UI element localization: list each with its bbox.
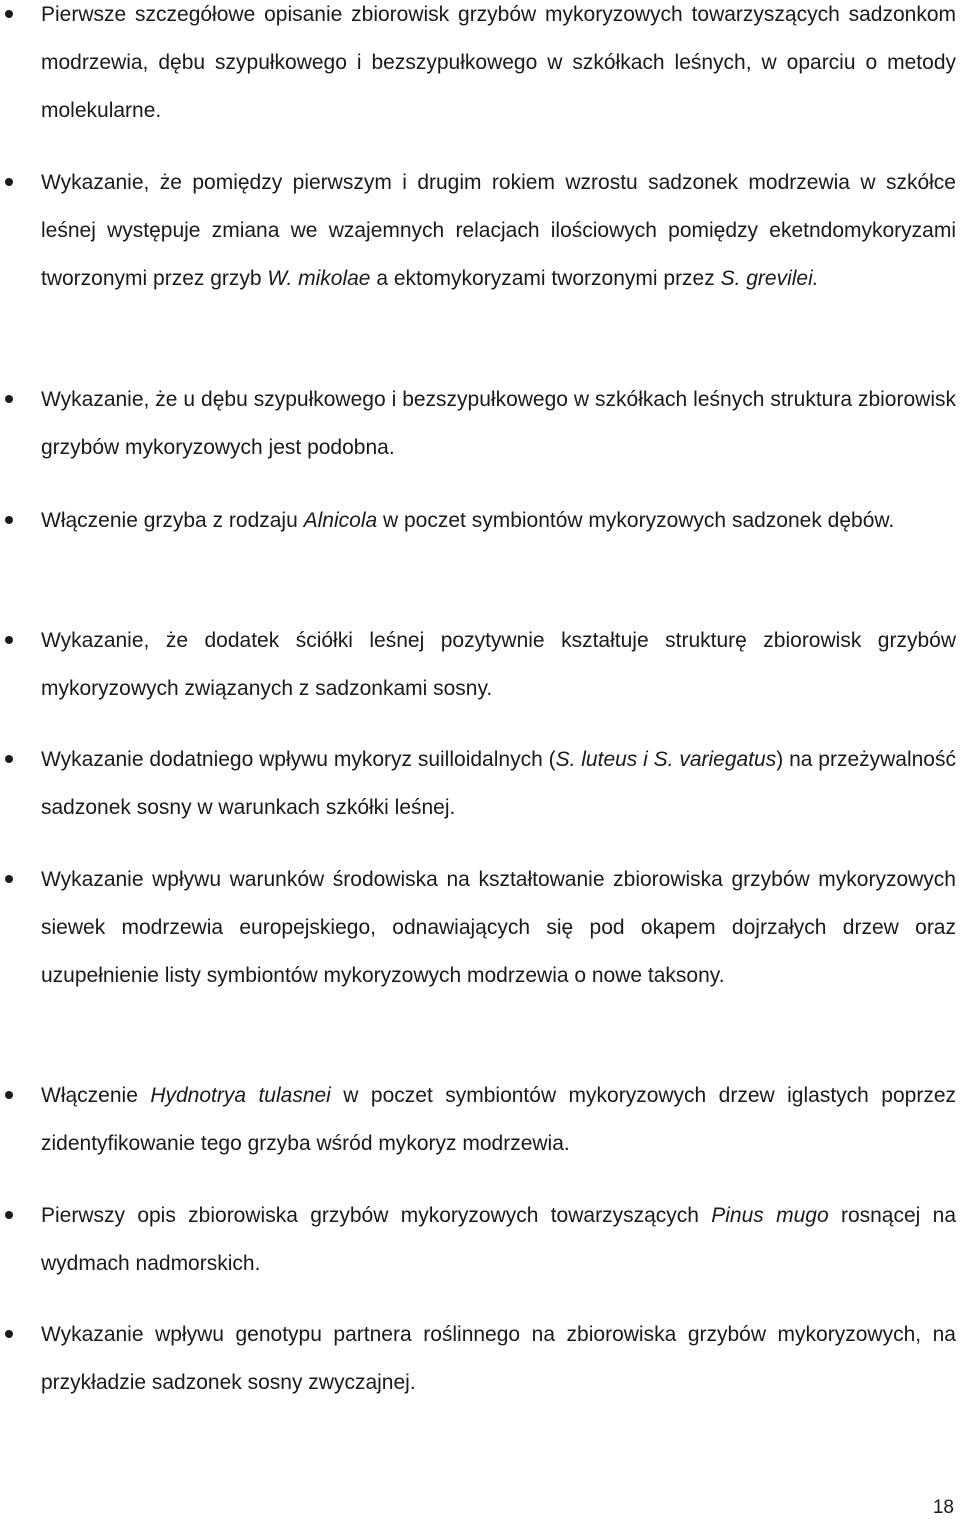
text-run: ) na przeżywalność sadzonek sosny w warunkach szkółki leśnej. (41, 748, 956, 819)
bullet-icon (5, 395, 13, 403)
bullet-icon (5, 636, 13, 644)
text-run: a ektomykoryzami tworzonymi przez (370, 267, 721, 290)
page-number: 18 (932, 1497, 954, 1518)
bullet-icon (5, 178, 13, 186)
bullet-icon (5, 1330, 13, 1338)
text-run: Wykazanie dodatniego wpływu mykoryz suilloidalnych ( (41, 748, 556, 771)
italic-taxon-text: S. grevilei. (720, 267, 819, 290)
list-item-text (41, 159, 956, 303)
list-item-text (41, 617, 956, 713)
text-run: Pierwsze szczegółowe opisanie zbiorowisk grzybów mykoryzowych towarzyszących sadzonkom modrzewia, dębu szypułkowego i bezszypułkowego w szkółkach leśnych, w oparciu o metody molekularne. (41, 3, 956, 122)
text-run: Wykazanie wpływu warunków środowiska na kształtowanie zbiorowiska grzybów mykoryzowych siewek modrzewia europejskiego, odnawiających się pod okapem dojrzałych drzew oraz uzupełnienie listy symbiontów mykoryzowych modrzewia o nowe taksony. (41, 868, 956, 987)
text-run: Wykazanie, że pomiędzy pierwszym i drugim rokiem wzrostu sadzonek modrzewia w szkółce leśnej występuje zmiana we wzajemnych relacjach ilościowych pomiędzy eketndomykoryzami tworzonymi przez grzyb (41, 171, 956, 290)
bullet-icon (5, 1211, 13, 1219)
text-run: w poczet symbiontów mykoryzowych sadzonek dębów. (377, 509, 895, 532)
list-item-text (41, 1192, 956, 1288)
bullet-icon (5, 755, 13, 763)
list-item-text (41, 736, 956, 832)
text-run: Wykazanie, że dodatek ściółki leśnej pozytywnie kształtuje strukturę zbiorowisk grzybów mykoryzowych związanych z sadzonkami sosny. (41, 629, 956, 700)
text-run: Włączenie grzyba z rodzaju (41, 509, 304, 532)
italic-taxon-text: Pinus mugo (711, 1204, 829, 1227)
text-run: Pierwszy opis zbiorowiska grzybów mykoryzowych towarzyszących (41, 1204, 712, 1227)
italic-taxon-text: Alnicola (303, 509, 378, 532)
list-item-text (41, 376, 956, 472)
text-run: w poczet symbiontów mykoryzowych drzew iglastych poprzez zidentyfikowanie tego grzyba wśród mykoryz modrzewia. (41, 1084, 956, 1155)
bullet-icon (5, 516, 13, 524)
text-run: rosnącej na wydmach nadmorskich. (41, 1204, 957, 1275)
list-item-text (41, 1072, 956, 1168)
italic-taxon-text: Hydnotrya tulasnei (150, 1084, 331, 1107)
text-run: Wykazanie wpływu genotypu partnera roślinnego na zbiorowiska grzybów mykoryzowych, na przykładzie sadzonek sosny zwyczajnej. (41, 1323, 956, 1394)
bullet-icon (5, 10, 13, 18)
text-run: Wykazanie, że u dębu szypułkowego i bezszypułkowego w szkółkach leśnych struktura zbiorowisk grzybów mykoryzowych jest podobna. (41, 388, 956, 459)
list-item-text (41, 856, 956, 1000)
italic-taxon-text: S. luteus i S. variegatus (555, 748, 777, 771)
bullet-icon (5, 875, 13, 883)
text-run: Włączenie (41, 1084, 151, 1107)
list-item-text (41, 0, 956, 135)
italic-taxon-text: W. mikolae (267, 267, 371, 290)
list-item-text (41, 1311, 956, 1407)
bullet-icon (5, 1091, 13, 1099)
list-item-text (41, 497, 956, 545)
